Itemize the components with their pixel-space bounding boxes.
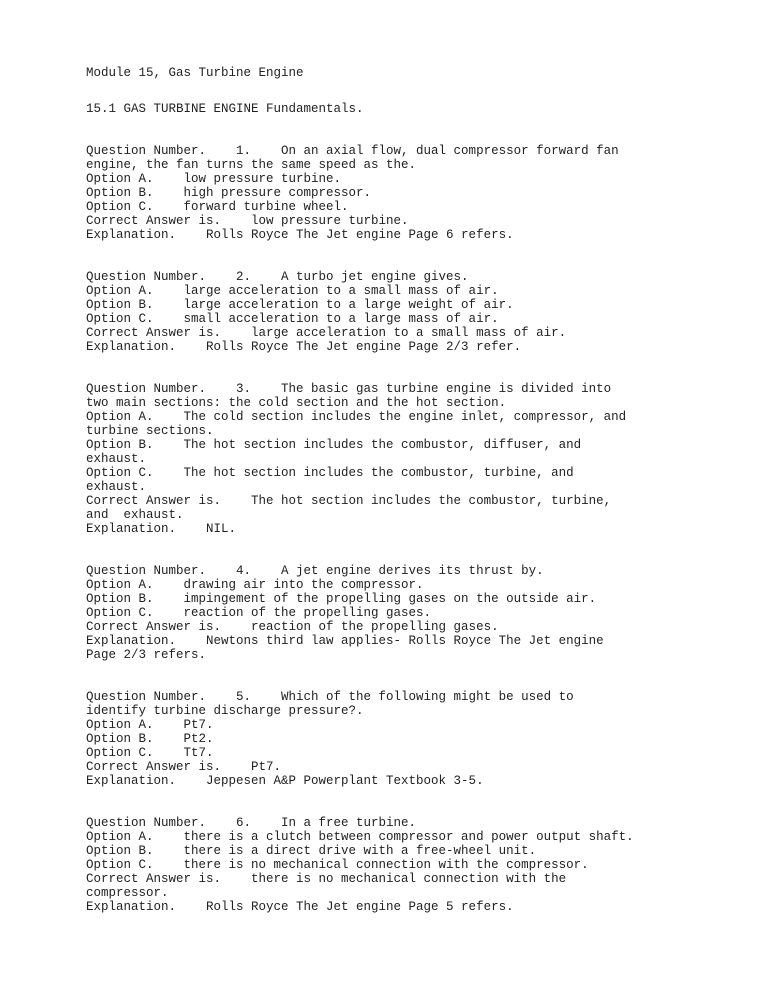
question-block [86,382,746,536]
question-line: Question Number. 5. Which of the following might be used to [86,690,574,704]
question-line: Option C. The hot section includes the combustor, turbine, and [86,466,574,480]
question-line: Option A. low pressure turbine. [86,172,342,186]
question-line: Correct Answer is. low pressure turbine. [86,214,409,228]
section-title: 15.1 GAS TURBINE ENGINE Fundamentals. [86,102,364,116]
question-line: Option C. reaction of the propelling gases. [86,606,432,620]
question-line: Explanation. Rolls Royce The Jet engine Page 2/3 refer. [86,340,522,354]
module-title: Module 15, Gas Turbine Engine [86,66,304,80]
question-block [86,564,746,662]
question-line: Correct Answer is. The hot section includes the combustor, turbine, [86,494,612,508]
question-line: Option A. large acceleration to a small mass of air. [86,284,499,298]
question-line: Question Number. 3. The basic gas turbine engine is divided into [86,382,612,396]
question-line: exhaust. [86,480,147,494]
question-line: Page 2/3 refers. [86,648,207,662]
question-line: Explanation. Jeppesen A&P Powerplant Textbook 3-5. [86,774,484,788]
question-line: Correct Answer is. there is no mechanical connection with the [86,872,567,886]
question-line: Option A. there is a clutch between compressor and power output shaft. [86,830,634,844]
question-line: Option A. drawing air into the compressor. [86,578,424,592]
question-line: Option B. there is a direct drive with a free-wheel unit. [86,844,537,858]
question-line: Correct Answer is. reaction of the propelling gases. [86,620,499,634]
question-line: Correct Answer is. large acceleration to a small mass of air. [86,326,567,340]
question-line: Option A. Pt7. [86,718,214,732]
question-line: Question Number. 1. On an axial flow, dual compressor forward fan [86,144,619,158]
question-line: turbine sections. [86,424,214,438]
question-block [86,816,746,914]
question-line: Option B. impingement of the propelling gases on the outside air. [86,592,597,606]
question-line: engine, the fan turns the same speed as the. [86,158,417,172]
question-block [86,690,746,788]
question-line: two main sections: the cold section and the hot section. [86,396,507,410]
question-line: Option C. there is no mechanical connection with the compressor. [86,858,589,872]
question-list [86,144,746,914]
question-line: Question Number. 6. In a free turbine. [86,816,417,830]
question-line: Option B. Pt2. [86,732,214,746]
question-line: Question Number. 2. A turbo jet engine gives. [86,270,469,284]
document-page [86,66,746,914]
question-line: Option C. Tt7. [86,746,214,760]
question-line: Explanation. Rolls Royce The Jet engine Page 5 refers. [86,900,514,914]
question-line: exhaust. [86,452,147,466]
question-line: Option C. forward turbine wheel. [86,200,349,214]
question-line: and exhaust. [86,508,184,522]
question-line: Option B. large acceleration to a large weight of air. [86,298,514,312]
question-block [86,144,746,242]
question-line: Correct Answer is. Pt7. [86,760,282,774]
question-line: Explanation. NIL. [86,522,237,536]
question-line: Option B. high pressure compressor. [86,186,372,200]
question-line: Option A. The cold section includes the engine inlet, compressor, and [86,410,627,424]
question-line: Option C. small acceleration to a large mass of air. [86,312,499,326]
question-line: identify turbine discharge pressure?. [86,704,364,718]
question-line: Explanation. Rolls Royce The Jet engine Page 6 refers. [86,228,514,242]
question-block [86,270,746,354]
question-line: Question Number. 4. A jet engine derives its thrust by. [86,564,544,578]
question-line: Explanation. Newtons third law applies- Rolls Royce The Jet engine [86,634,604,648]
question-line: Option B. The hot section includes the combustor, diffuser, and [86,438,582,452]
question-line: compressor. [86,886,169,900]
